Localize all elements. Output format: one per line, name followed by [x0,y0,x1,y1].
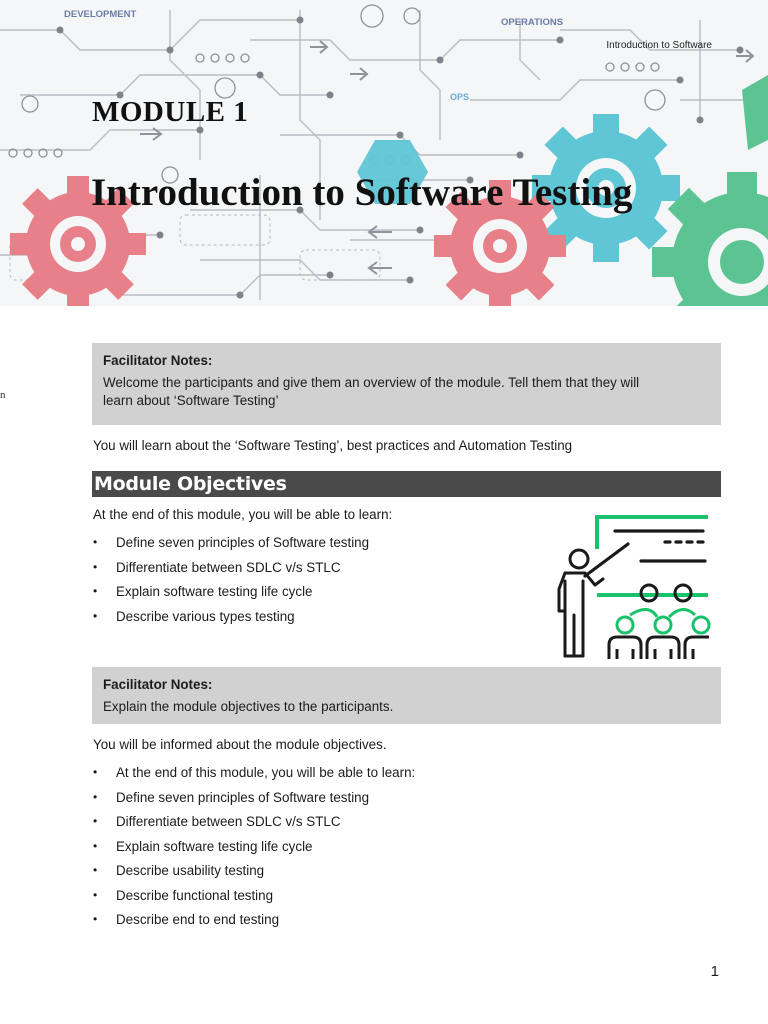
development-label: DEVELOPMENT [64,9,137,20]
list-item: • Describe various types testing [93,609,369,634]
facilitator-notes-line: Welcome the participants and give them an overview of the module. Tell them that they will [103,375,640,390]
list-item: • Define seven principles of Software testing [93,790,415,815]
list-item: • Describe functional testing [93,888,415,913]
informed-paragraph: You will be informed about the module objectives. [93,737,387,752]
list-item: • Describe usability testing [93,863,415,888]
list-item: • Define seven principles of Software testing [93,535,369,560]
objectives-list [93,535,369,633]
list-item: • Differentiate between SDLC v/s STLC [93,560,369,585]
presentation-teacher-icon [545,511,713,661]
informed-list [93,765,415,937]
list-item: • Explain software testing life cycle [93,584,369,609]
page-number: 1 [710,963,719,980]
margin-text-fragment: n [0,389,6,401]
facilitator-notes-box-2 [92,667,721,724]
operations-label: OPERATIONS [501,17,564,28]
facilitator-notes-line: learn about ‘Software Testing’ [103,393,279,408]
list-item: • Explain software testing life cycle [93,839,415,864]
facilitator-notes-heading: Facilitator Notes: [103,677,213,692]
section-heading: Module Objectives [94,473,287,495]
module-label: MODULE 1 [92,96,249,128]
intro-paragraph: You will learn about the ‘Software Testing’, best practices and Automation Testing [93,438,573,453]
objectives-lead: At the end of this module, you will be able to learn: [93,507,393,522]
ops-label: OPS [450,92,470,102]
running-header: Introduction to Software [606,40,712,51]
section-heading-bar [92,471,721,497]
facilitator-notes-heading: Facilitator Notes: [103,353,213,368]
page-title: Introduction to Software Testing [91,171,633,214]
green-hexagon-shape [742,75,768,150]
list-item: • Differentiate between SDLC v/s STLC [93,814,415,839]
list-item: • Describe end to end testing [93,912,415,937]
facilitator-notes-line: Explain the module objectives to the participants. [103,699,394,714]
facilitator-notes-box [92,343,721,425]
header-banner [0,0,768,306]
list-item: • At the end of this module, you will be able to learn: [93,765,415,790]
